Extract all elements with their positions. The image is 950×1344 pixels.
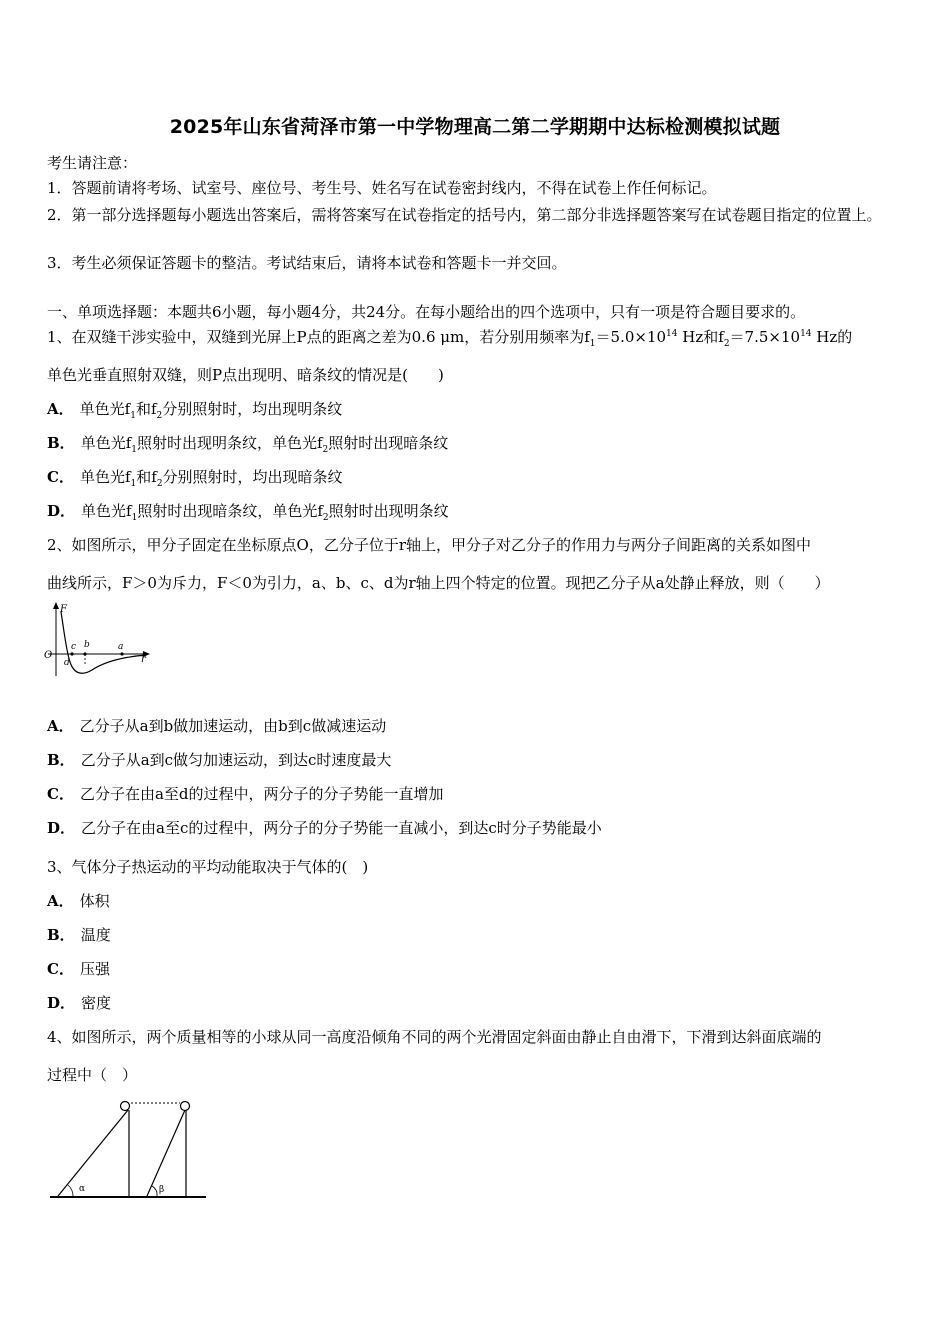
f-label: F bbox=[60, 604, 67, 615]
alpha-label: α bbox=[79, 1184, 86, 1194]
q2-option-d[interactable]: D． 乙分子在由a至c的过程中，两分子的分子势能一直减小，到达c时分子势能最小 bbox=[47, 819, 602, 837]
q1-option-c[interactable]: C． 单色光$f_1$和$f_2$分别照射时，均出现暗条纹 bbox=[47, 468, 343, 489]
q4-stem-line1: 4、如图所示，两个质量相等的小球从同一高度沿倾角不同的两个光滑固定斜面由静止自由滑下，下滑到达斜面底端的 bbox=[47, 1028, 822, 1046]
q2-option-c[interactable]: C． 乙分子在由a至d的过程中，两分子的分子势能一直增加 bbox=[47, 785, 444, 803]
q3-option-c[interactable]: C． 压强 bbox=[47, 960, 110, 978]
q4-inclines-figure bbox=[46, 1096, 211, 1206]
r-label: r bbox=[141, 654, 146, 665]
page-title: 2025年山东省菏泽市第一中学物理高二第二学期期中达标检测模拟试题 bbox=[169, 116, 781, 138]
b-label: b bbox=[84, 640, 90, 650]
a-label: a bbox=[118, 642, 124, 652]
notice-heading: 考生请注意： bbox=[47, 154, 138, 172]
force-curve-svg bbox=[42, 600, 162, 680]
origin-label: O bbox=[44, 650, 53, 661]
q1-option-a[interactable]: A． 单色光$f_1$和$f_2$分别照射时，均出现明条纹 bbox=[47, 400, 343, 421]
q2-force-curve-figure bbox=[42, 600, 162, 680]
c-point bbox=[70, 652, 73, 655]
q2-option-b[interactable]: B． 乙分子从a到c做匀加速运动，到达c时速度最大 bbox=[47, 751, 392, 769]
f-axis-arrow bbox=[53, 602, 59, 609]
q2-stem-line1: 2、如图所示，甲分子固定在坐标原点O，乙分子位于r轴上，甲分子对乙分子的作用力与两分子间距离的关系如图中 bbox=[47, 536, 812, 554]
b-point bbox=[83, 652, 86, 655]
angle-beta-arc bbox=[152, 1186, 157, 1196]
q3-option-b[interactable]: B． 温度 bbox=[47, 926, 111, 944]
a-point bbox=[120, 652, 123, 655]
angle-alpha-arc bbox=[68, 1185, 73, 1196]
q1-option-b[interactable]: B． 单色光$f_1$照射时出现明条纹，单色光$f_2$照射时出现暗条纹 bbox=[47, 434, 449, 455]
q2-option-a[interactable]: A． 乙分子从a到b做加速运动，由b到c做减速运动 bbox=[47, 717, 387, 735]
inclines-svg bbox=[46, 1096, 211, 1206]
q1-stem-line1: 1、在双缝干涉实验中，双缝到光屏上P点的距离之差为0.6 μm，若分别用频率为$f_1=5.0\times 10^{14}$ Hz和$f_2=7.5\times 10^{14}$ Hz的 bbox=[47, 328, 853, 349]
section-heading: 一、单项选择题：本题共6小题，每小题4分，共24分。在每小题给出的四个选项中，只有一项是符合题目要求的。 bbox=[47, 303, 806, 321]
d-label: d bbox=[64, 658, 70, 668]
q1-stem-line2: 单色光垂直照射双缝，则P点出现明、暗条纹的情况是( ) bbox=[47, 366, 444, 384]
incline-beta bbox=[147, 1110, 185, 1196]
incline-alpha bbox=[58, 1110, 128, 1196]
ball-right bbox=[181, 1102, 190, 1111]
q4-stem-line2: 过程中（ ） bbox=[47, 1066, 138, 1084]
q1-option-d[interactable]: D． 单色光$f_1$照射时出现暗条纹，单色光$f_2$照射时出现明条纹 bbox=[47, 502, 449, 523]
notice-item-3: 3．考生必须保证答题卡的整洁。考试结束后，请将本试卷和答题卡一并交回。 bbox=[47, 254, 567, 272]
notice-item-2: 2．第一部分选择题每小题选出答案后，需将答案写在试卷指定的括号内，第二部分非选择题答案写在试卷题目指定的位置上。 bbox=[47, 206, 882, 224]
notice-item-1: 1．答题前请将考场、试室号、座位号、考生号、姓名写在试卷密封线内，不得在试卷上作任何标记。 bbox=[47, 179, 717, 197]
q2-stem-line2: 曲线所示，F＞0为斥力，F＜0为引力，a、b、c、d为r轴上四个特定的位置。现把乙分子从a处静止释放，则（ ） bbox=[47, 574, 830, 592]
c-label: c bbox=[71, 642, 77, 652]
ball-left bbox=[121, 1102, 130, 1111]
q3-stem: 3、气体分子热运动的平均动能取决于气体的( ) bbox=[47, 858, 369, 876]
beta-label: β bbox=[159, 1185, 165, 1195]
q3-option-a[interactable]: A． 体积 bbox=[47, 892, 110, 910]
q3-option-d[interactable]: D． 密度 bbox=[47, 994, 112, 1012]
